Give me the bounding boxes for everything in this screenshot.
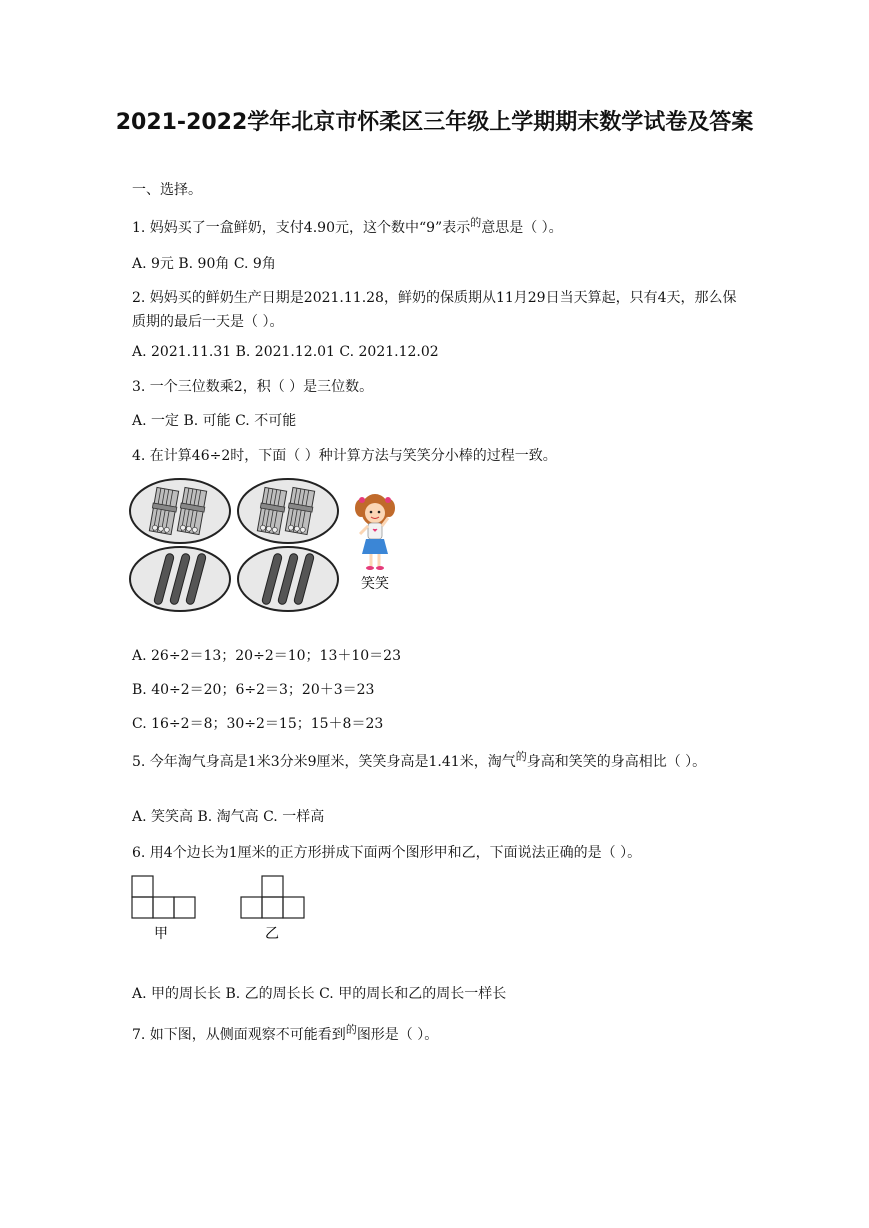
question-7-stem-sup: 的 <box>345 1023 357 1036</box>
question-2-options: A. 2021.11.31 B. 2021.12.01 C. 2021.12.02 <box>132 344 439 360</box>
question-5-stem-a: 5. 今年淘气身高是1米3分米9厘米，笑笑身高是1.41米，淘气 <box>132 754 516 770</box>
oval-tens-2 <box>238 479 338 543</box>
question-1-stem-sup: 的 <box>470 216 482 229</box>
shapes-figure <box>130 874 320 950</box>
question-1-stem-b: 意思是（ ）。 <box>481 220 563 236</box>
question-4-option-b: B. 40÷2＝20；6÷2＝3；20＋3＝23 <box>132 682 375 698</box>
question-6-options: A. 甲的周长长 B. 乙的周长长 C. 甲的周长和乙的周长一样长 <box>132 986 507 1002</box>
question-7-stem-a: 7. 如下图，从侧面观察不可能看到 <box>132 1027 346 1043</box>
shape-jia <box>132 876 195 918</box>
question-4-option-a: A. 26÷2＝13；20÷2＝10；13＋10＝23 <box>132 648 401 664</box>
question-5-stem-b: 身高和笑笑的身高相比（ ）。 <box>526 754 707 770</box>
oval-ones-1 <box>130 547 230 611</box>
question-1-stem-a: 1. 妈妈买了一盒鲜奶，支付4.90元，这个数中“9”表示 <box>132 220 471 236</box>
shape-yi <box>241 876 304 918</box>
question-3-options: A. 一定 B. 可能 C. 不可能 <box>132 413 297 429</box>
question-2-stem: 2. 妈妈买的鲜奶生产日期是2021.11.28，鲜奶的保质期从11月29日当天算起，只有4天，那么保质期的最后一天是（ ）。 <box>132 290 737 330</box>
page-title: 2021-2022学年北京市怀柔区三年级上学期期末数学试卷及答案 <box>115 110 754 135</box>
shape-yi-label: 乙 <box>265 926 279 942</box>
oval-tens-1 <box>130 479 230 543</box>
question-3-stem: 3. 一个三位数乘2，积（ ）是三位数。 <box>132 379 374 395</box>
question-5-stem-sup: 的 <box>515 750 527 763</box>
section-heading: 一、选择。 <box>132 182 202 198</box>
question-1 <box>132 216 563 241</box>
question-5-stem <box>132 750 738 775</box>
question-4-option-c: C. 16÷2＝8；30÷2＝15；15＋8＝23 <box>132 716 384 732</box>
girl-label: 笑笑 <box>361 576 389 592</box>
girl-illustration <box>355 494 395 570</box>
question-6-stem: 6. 用4个边长为1厘米的正方形拼成下面两个图形甲和乙，下面说法正确的是（ ）。 <box>132 845 642 861</box>
question-4-stem: 4. 在计算46÷2时，下面（ ）种计算方法与笑笑分小棒的过程一致。 <box>132 448 557 464</box>
question-7-stem-b: 图形是（ ）。 <box>356 1027 439 1043</box>
question-7 <box>132 1023 438 1048</box>
oval-ones-2 <box>238 547 338 611</box>
shape-jia-label: 甲 <box>154 926 168 942</box>
question-5-options: A. 笑笑高 B. 淘气高 C. 一样高 <box>132 809 325 825</box>
sticks-figure <box>128 476 418 616</box>
question-1-options: A. 9元 B. 90角 C. 9角 <box>132 256 276 272</box>
